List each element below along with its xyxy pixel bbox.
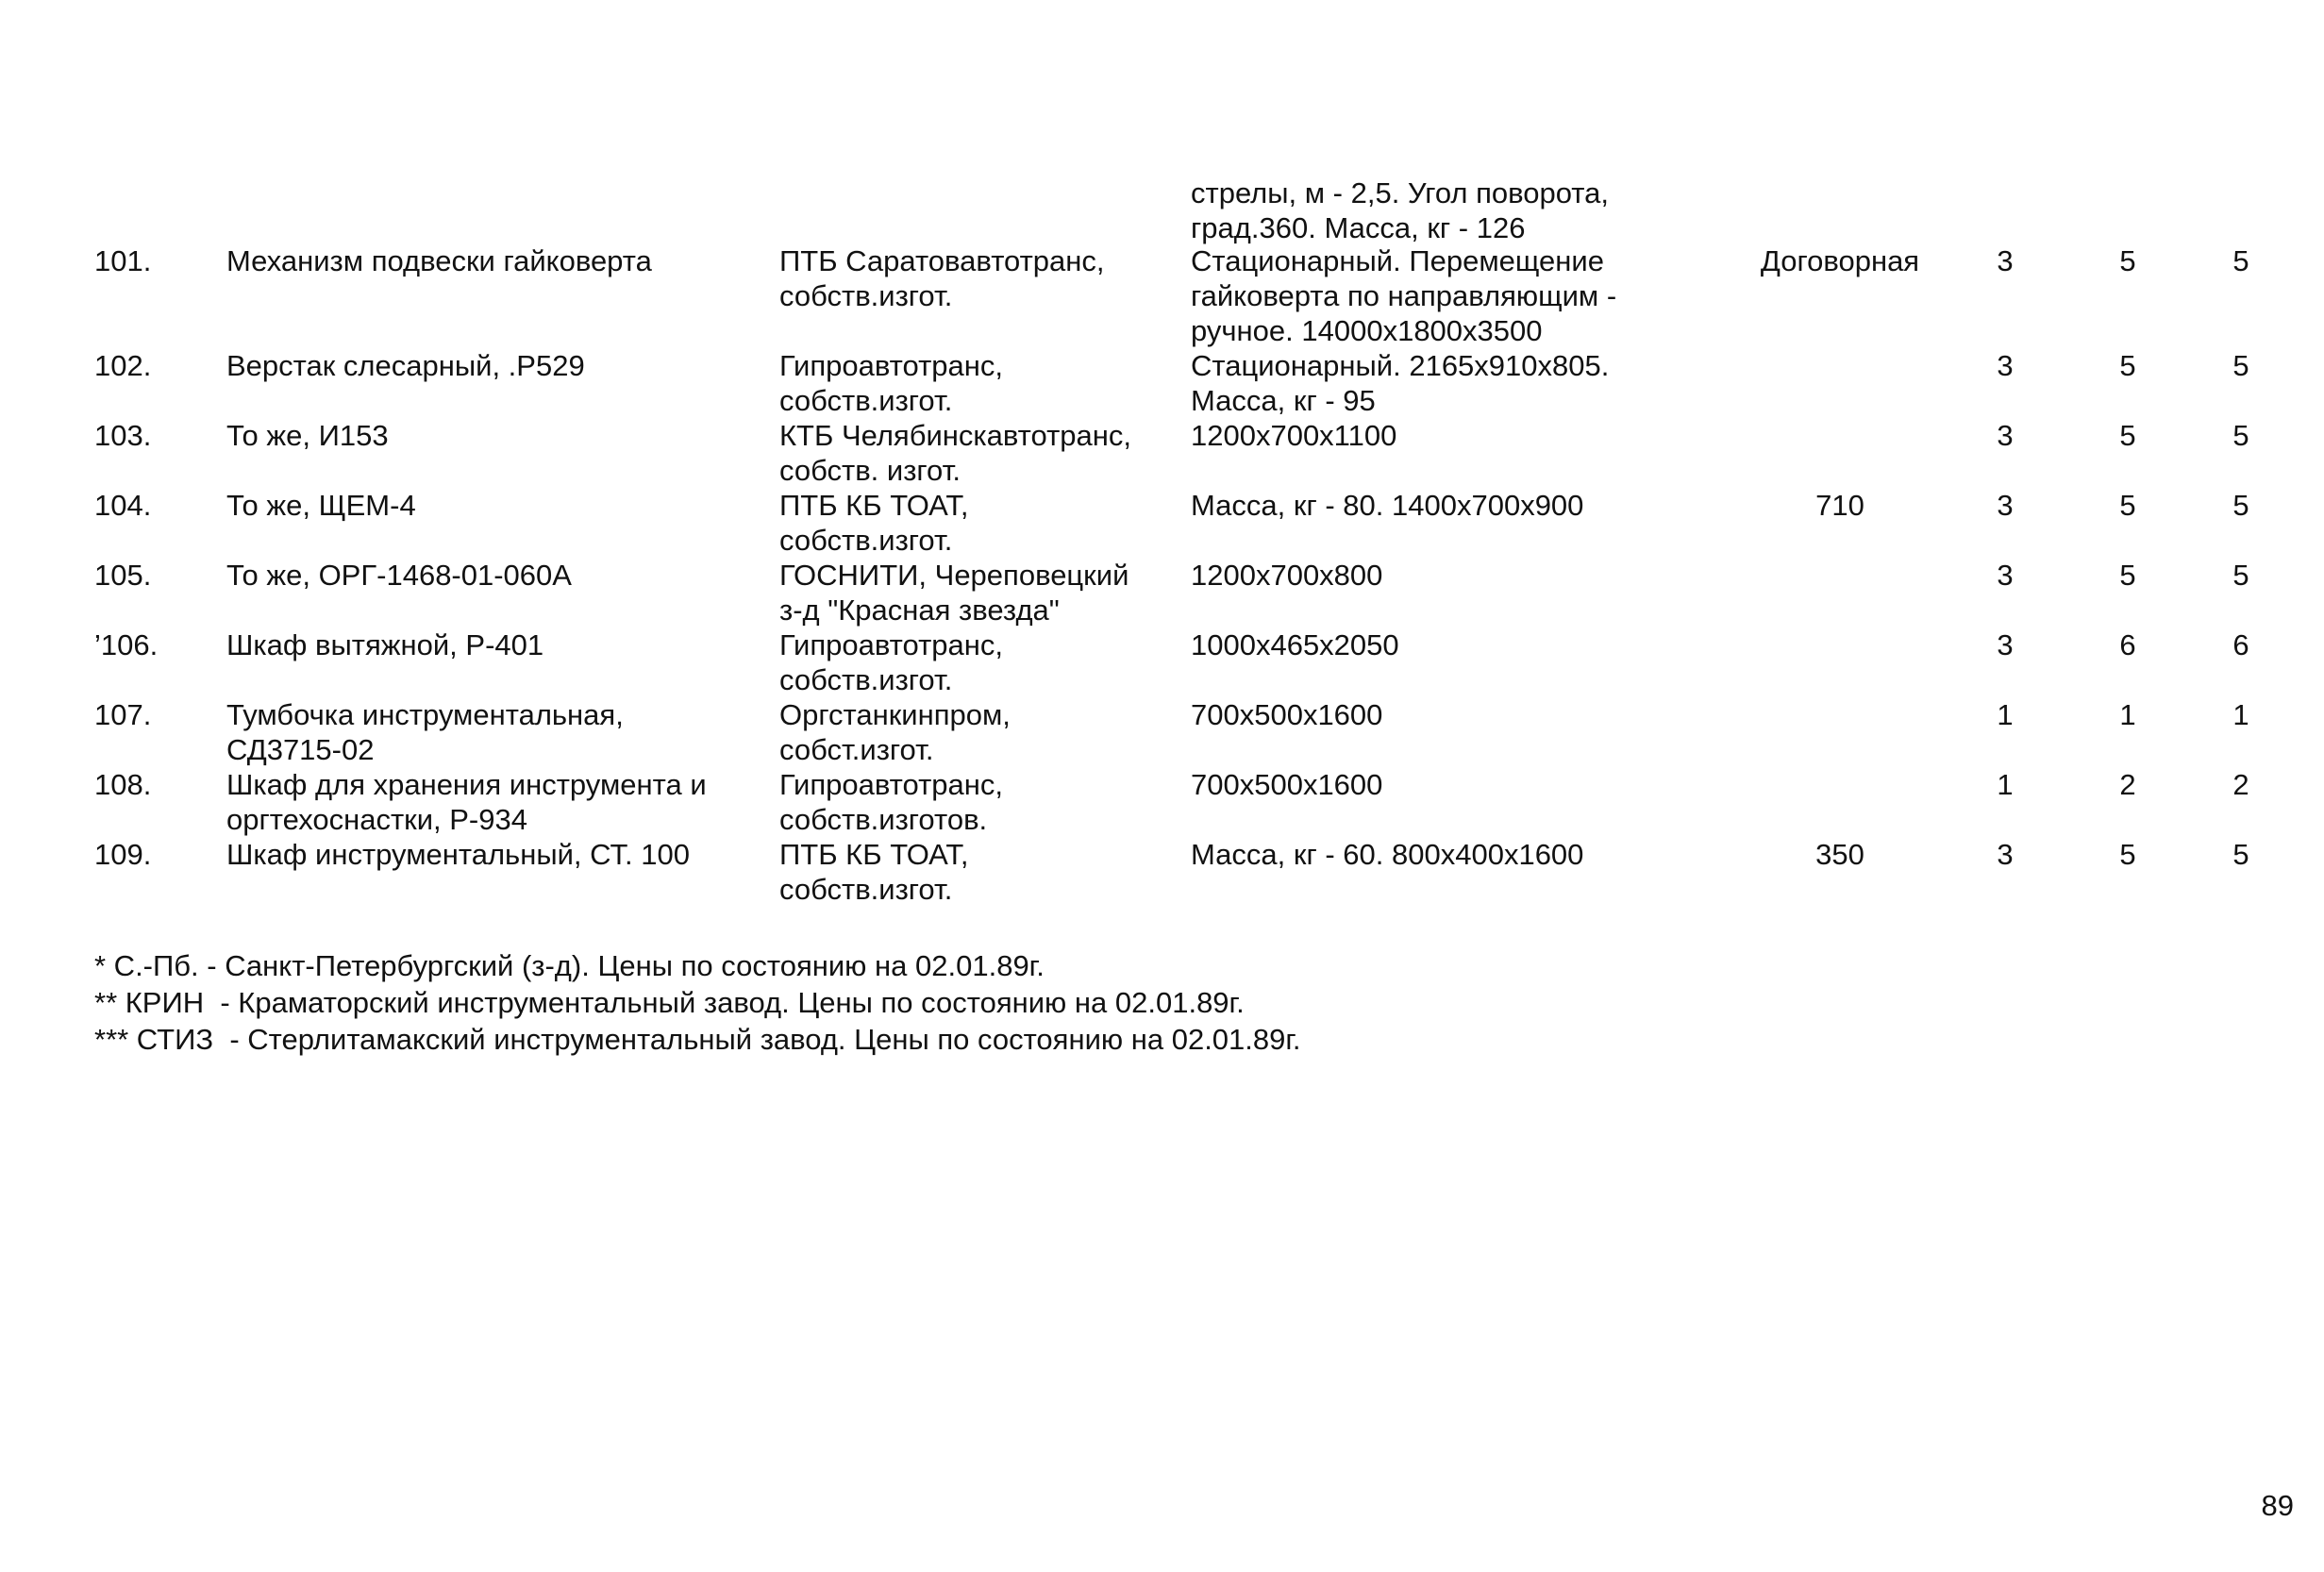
row-number: 109. bbox=[94, 838, 152, 871]
table-row bbox=[0, 627, 2324, 697]
row-number: 108. bbox=[94, 768, 152, 801]
row-number: ’106. bbox=[94, 628, 159, 661]
quantity-2: 5 bbox=[2119, 419, 2136, 452]
specification: Масса, кг - 80. 1400x700x900 bbox=[1191, 489, 1584, 522]
quantity-2: 2 bbox=[2119, 768, 2136, 801]
quantity-3: 5 bbox=[2232, 559, 2249, 592]
table-row bbox=[0, 418, 2324, 488]
table-row bbox=[0, 488, 2324, 558]
specification: Стационарный. 2165x910x805. Масса, кг - 95 bbox=[1191, 349, 1610, 417]
quantity-2: 5 bbox=[2119, 559, 2136, 592]
quantity-1: 3 bbox=[1997, 244, 2014, 277]
developer: Гипроавтотранс, собств.изготов. bbox=[779, 768, 1003, 836]
price: 710 bbox=[1815, 489, 1864, 522]
developer: Оргстанкинпром, собст.изгот. bbox=[779, 698, 1011, 766]
quantity-1: 3 bbox=[1997, 489, 2014, 522]
equipment-name: Шкаф вытяжной, Р-401 bbox=[226, 628, 544, 661]
table-row bbox=[0, 558, 2324, 627]
equipment-name: То же, ОРГ-1468-01-060А bbox=[226, 559, 572, 592]
row-number: 104. bbox=[94, 489, 152, 522]
quantity-2: 5 bbox=[2119, 838, 2136, 871]
equipment-name: Верстак слесарный, .Р529 bbox=[226, 349, 585, 382]
quantity-2: 6 bbox=[2119, 628, 2136, 661]
equipment-name: Механизм подвески гайковерта bbox=[226, 244, 652, 277]
quantity-3: 5 bbox=[2232, 244, 2249, 277]
quantity-2: 5 bbox=[2119, 244, 2136, 277]
footnote: * С.-Пб. - Санкт-Петербургский (з-д). Цены по состоянию на 02.01.89г. bbox=[94, 949, 1045, 982]
specification: Масса, кг - 60. 800x400x1600 bbox=[1191, 838, 1584, 871]
table-row bbox=[0, 348, 2324, 418]
developer: ПТБ КБ ТОАТ, собств.изгот. bbox=[779, 489, 969, 557]
developer: КТБ Челябинскавтотранс, собств. изгот. bbox=[779, 419, 1131, 487]
page-number: 89 bbox=[2261, 1489, 2294, 1522]
specification: 1200x700x1100 bbox=[1191, 419, 1397, 452]
footnote: ** КРИН - Краматорский инструментальный завод. Цены по состоянию на 02.01.89г. bbox=[94, 986, 1245, 1019]
equipment-name: То же, ЩЕМ-4 bbox=[226, 489, 416, 522]
equipment-name: То же, И153 bbox=[226, 419, 389, 452]
equipment-name: Шкаф для хранения инструмента и оргтехоснастки, Р-934 bbox=[226, 768, 707, 836]
row-number: 103. bbox=[94, 419, 152, 452]
footnote: *** СТИЗ - Стерлитамакский инструментальный завод. Цены по состоянию на 02.01.89г. bbox=[94, 1023, 1301, 1056]
quantity-1: 3 bbox=[1997, 349, 2014, 382]
specification: 700x500x1600 bbox=[1191, 698, 1383, 731]
developer: ПТБ КБ ТОАТ, собств.изгот. bbox=[779, 838, 969, 906]
quantity-3: 5 bbox=[2232, 838, 2249, 871]
table-row bbox=[0, 767, 2324, 837]
quantity-3: 5 bbox=[2232, 349, 2249, 382]
specification: Стационарный. Перемещение гайковерта по направляющим - ручное. 14000x1800x3500 bbox=[1191, 244, 1617, 347]
quantity-1: 3 bbox=[1997, 559, 2014, 592]
quantity-2: 5 bbox=[2119, 349, 2136, 382]
row-number: 102. bbox=[94, 349, 152, 382]
quantity-1: 3 bbox=[1997, 838, 2014, 871]
developer: Гипроавтотранс, собств.изгот. bbox=[779, 349, 1003, 417]
quantity-3: 1 bbox=[2232, 698, 2249, 731]
equipment-name: Тумбочка инструментальная, СД3715-02 bbox=[226, 698, 624, 766]
quantity-1: 3 bbox=[1997, 419, 2014, 452]
table-row bbox=[0, 243, 2324, 348]
spec-continuation-text: стрелы, м - 2,5. Угол поворота, град.360. Масса, кг - 126 bbox=[1191, 176, 1610, 244]
quantity-3: 6 bbox=[2232, 628, 2249, 661]
specification: 1000x465x2050 bbox=[1191, 628, 1399, 661]
footnotes bbox=[94, 947, 1301, 1058]
row-number: 105. bbox=[94, 559, 152, 592]
row-number: 101. bbox=[94, 244, 152, 277]
quantity-1: 1 bbox=[1997, 698, 2014, 731]
equipment-name: Шкаф инструментальный, СТ. 100 bbox=[226, 838, 690, 871]
quantity-1: 1 bbox=[1997, 768, 2014, 801]
row-number: 107. bbox=[94, 698, 152, 731]
quantity-2: 5 bbox=[2119, 489, 2136, 522]
developer: ГОСНИТИ, Череповецкий з-д "Красная звезда" bbox=[779, 559, 1129, 627]
quantity-3: 2 bbox=[2232, 768, 2249, 801]
price: Договорная bbox=[1760, 244, 1920, 277]
table-row bbox=[0, 837, 2324, 907]
specification: 1200x700x800 bbox=[1191, 559, 1383, 592]
table-row bbox=[0, 697, 2324, 767]
quantity-3: 5 bbox=[2232, 489, 2249, 522]
specification: 700x500x1600 bbox=[1191, 768, 1383, 801]
quantity-1: 3 bbox=[1997, 628, 2014, 661]
developer: ПТБ Саратовавтотранс, собств.изгот. bbox=[779, 244, 1105, 312]
quantity-2: 1 bbox=[2119, 698, 2136, 731]
equipment-table bbox=[0, 243, 2324, 907]
price: 350 bbox=[1815, 838, 1864, 871]
developer: Гипроавтотранс, собств.изгот. bbox=[779, 628, 1003, 696]
quantity-3: 5 bbox=[2232, 419, 2249, 452]
